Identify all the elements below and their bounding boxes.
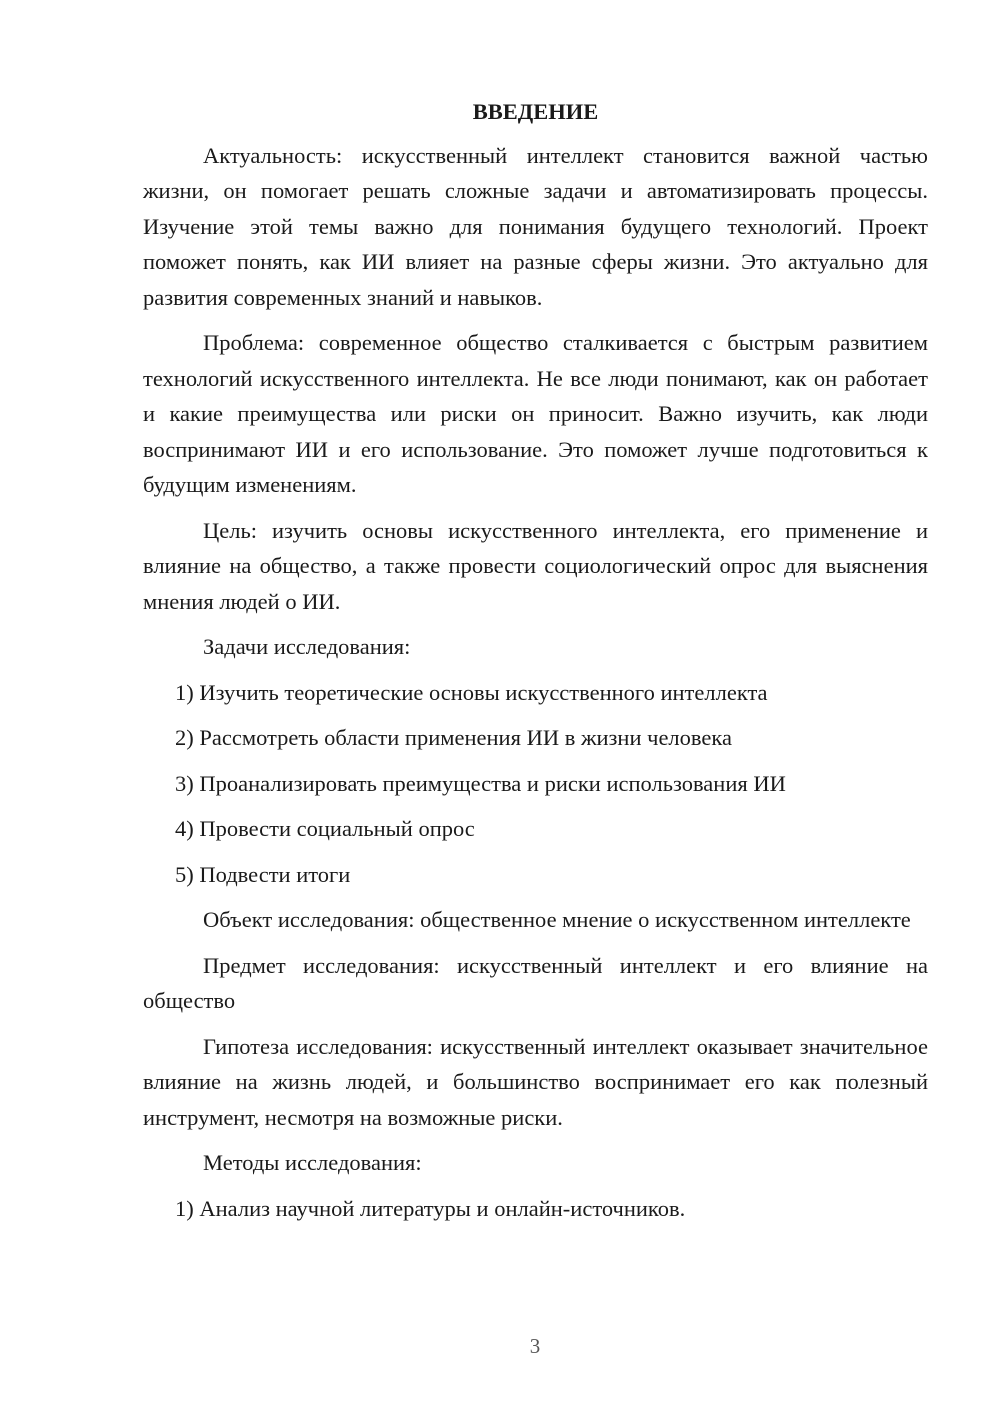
hypothesis-paragraph: Гипотеза исследования: искусственный интеллект оказывает значительное влияние на жизнь людей, и большинство воспринимает его как полезный инструмент, несмотря на возможные риски. <box>143 1033 928 1130</box>
tasks-title: Задачи исследования: <box>203 634 411 659</box>
page-number: 3 <box>529 1334 541 1358</box>
methods-list <box>143 1191 928 1227</box>
task-item: 2) Рассмотреть области применения ИИ в жизни человека <box>175 725 732 750</box>
relevance-paragraph: Актуальность: искусственный интеллект становится важной частью жизни, он помогает решать сложные задачи и автоматизировать процессы. Изучение этой темы важно для понимания будущего технологий. Проект поможет понять, как ИИ влияет на разные сферы жизни. Это актуально для развития современных знаний и навыков. <box>143 142 928 310</box>
page-content <box>143 94 928 1236</box>
section-heading: ВВЕДЕНИЕ <box>472 99 599 124</box>
methods-title: Методы исследования: <box>203 1150 422 1175</box>
subject-paragraph: Предмет исследования: искусственный интеллект и его влияние на общество <box>143 952 928 1013</box>
problem-paragraph: Проблема: современное общество сталкивается с быстрым развитием технологий искусственного интеллекта. Не все люди понимают, как он работает и какие преимущества или риски он приносит. Важно изучить, как люди воспринимают ИИ и его использование. Это поможет лучше подготовиться к будущим изменениям. <box>143 330 928 497</box>
task-item: 3) Проанализировать преимущества и риски использования ИИ <box>175 770 786 796</box>
task-item: 4) Провести социальный опрос <box>175 816 475 841</box>
object-paragraph: Объект исследования: общественное мнение о искусственном интеллекте <box>203 907 911 932</box>
task-item: 1) Изучить теоретические основы искусственного интеллекта <box>175 679 768 705</box>
method-item: 1) Анализ научной литературы и онлайн-источников. <box>175 1195 686 1221</box>
tasks-list <box>143 675 928 893</box>
task-item: 5) Подвести итоги <box>175 861 351 887</box>
goal-paragraph: Цель: изучить основы искусственного интеллекта, его применение и влияние на общество, а также провести социологический опрос для выяснения мнения людей о ИИ. <box>143 517 928 614</box>
